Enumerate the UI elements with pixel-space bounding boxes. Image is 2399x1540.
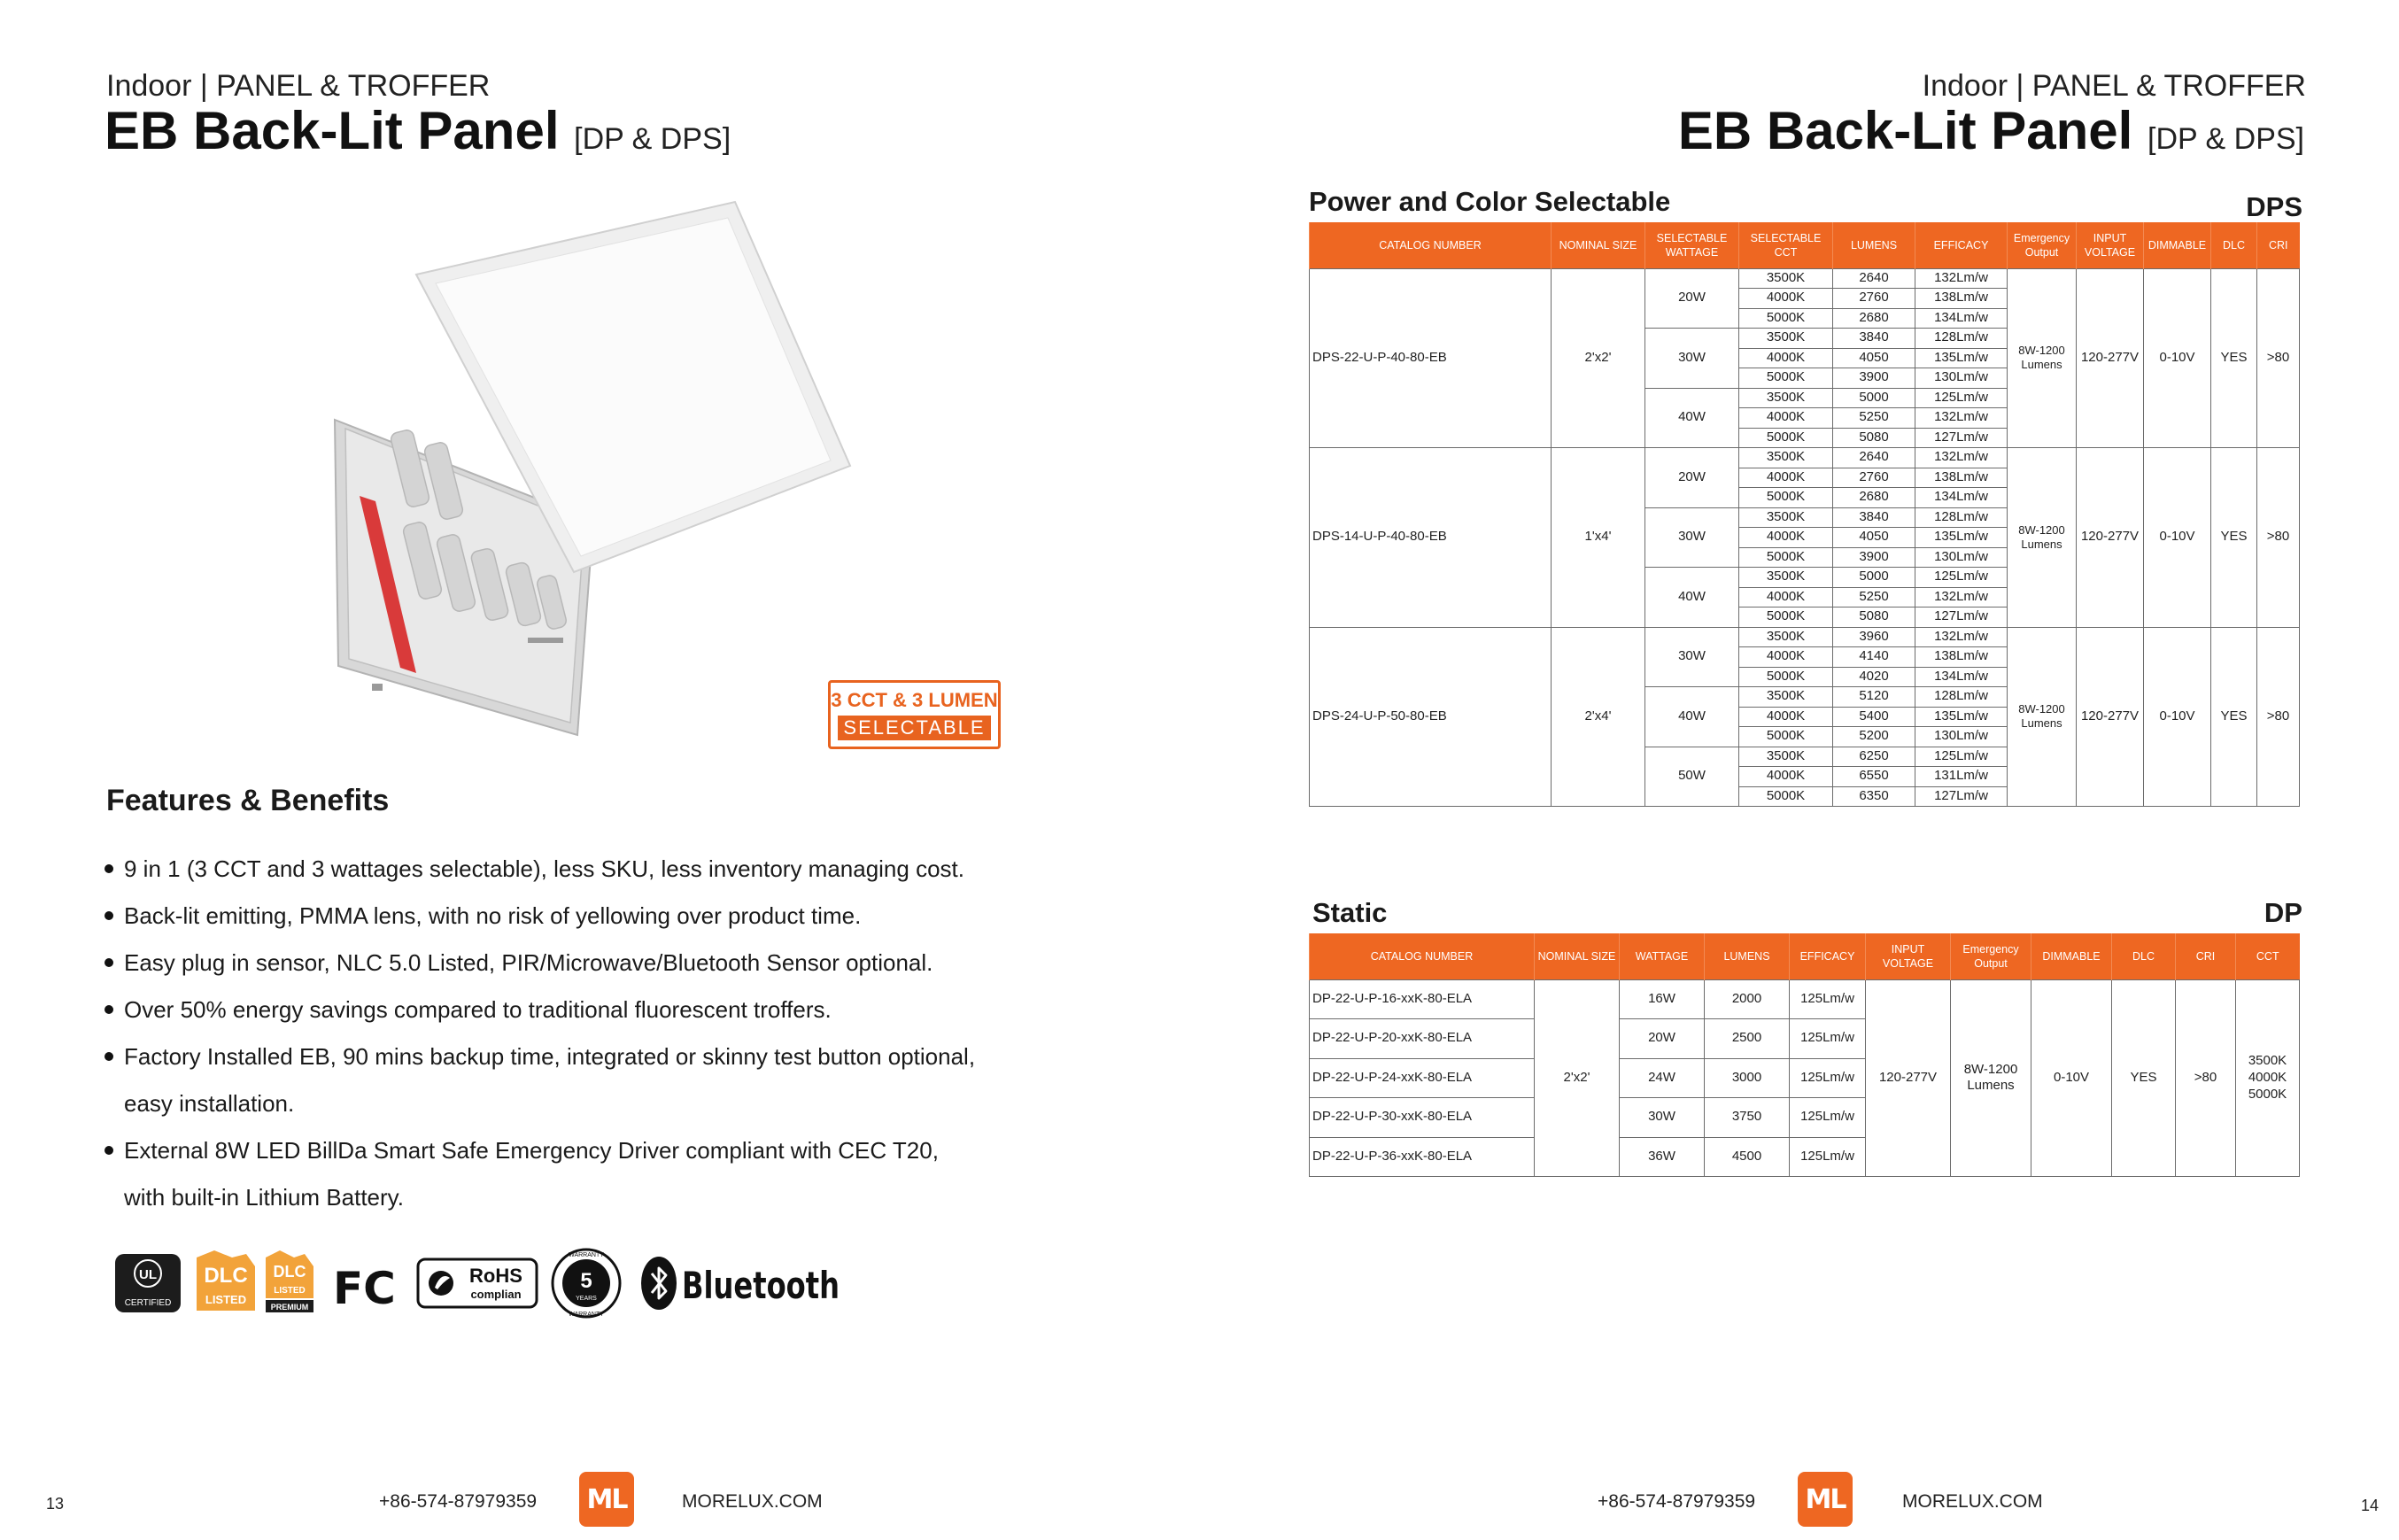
right-footer-phone: +86-574-87979359	[1598, 1491, 1756, 1512]
cct-cell: 5000K	[1739, 667, 1833, 687]
svg-text:UL: UL	[139, 1267, 157, 1282]
lumens-cell: 3750	[1705, 1098, 1790, 1138]
dp-column-header: WATTAGE	[1620, 933, 1705, 979]
dimmable-cell: 0-10V	[2144, 448, 2211, 628]
lumens-cell: 2500	[1705, 1019, 1790, 1059]
lumens-cell: 2680	[1833, 308, 1915, 329]
feature-text: easy installation.	[124, 1090, 295, 1117]
emergency-output: 8W-1200 Lumens	[2008, 448, 2077, 628]
badge-line1: 3 CCT & 3 LUMEN	[831, 689, 998, 711]
bullet-icon	[104, 1052, 113, 1061]
dps-spec-table	[1309, 222, 2300, 807]
dps-table-row	[1310, 448, 2300, 468]
lumens-cell: 5400	[1833, 707, 1915, 727]
efficacy-cell: 134Lm/w	[1915, 667, 2008, 687]
lumens-cell: 3900	[1833, 547, 1915, 568]
wattage-cell: 36W	[1620, 1137, 1705, 1177]
wattage-cell: 20W	[1645, 268, 1739, 329]
emergency-output: 8W-1200 Lumens	[1951, 979, 2031, 1177]
dps-column-header: SELECTABLE CCT	[1739, 222, 1833, 268]
right-title	[1677, 101, 2304, 160]
catalog-number: DP-22-U-P-16-xxK-80-ELA	[1310, 979, 1535, 1019]
dps-column-header: DIMMABLE	[2144, 222, 2211, 268]
dps-table-row	[1310, 268, 2300, 289]
cri-cell: >80	[2257, 448, 2300, 628]
cct-cell: 3500K	[1739, 627, 1833, 647]
efficacy-cell: 130Lm/w	[1915, 547, 2008, 568]
cct-cell: 4000K	[1739, 468, 1833, 488]
wattage-cell: 30W	[1645, 627, 1739, 687]
ul-certified-icon	[115, 1254, 181, 1312]
dps-column-header: LUMENS	[1833, 222, 1915, 268]
cri-cell: >80	[2257, 627, 2300, 807]
feature-text: Over 50% energy savings compared to traditional fluorescent troffers.	[124, 996, 832, 1023]
efficacy-cell: 132Lm/w	[1915, 627, 2008, 647]
svg-text:YEARS: YEARS	[576, 1296, 597, 1302]
efficacy-cell: 125Lm/w	[1790, 979, 1866, 1019]
cct-cell: 4000K	[1739, 767, 1833, 787]
efficacy-cell: 138Lm/w	[1915, 647, 2008, 668]
dps-column-header: DLC	[2211, 222, 2257, 268]
dimmable-cell: 0-10V	[2144, 627, 2211, 807]
feature-text: External 8W LED BillDa Smart Safe Emergency Driver compliant with CEC T20,	[124, 1137, 939, 1164]
lumens-cell: 3960	[1833, 627, 1915, 647]
lumens-cell: 4020	[1833, 667, 1915, 687]
bullet-icon	[104, 911, 113, 920]
cct-cell: 5000K	[1739, 727, 1833, 747]
efficacy-cell: 135Lm/w	[1915, 528, 2008, 548]
cct-cell: 3500K	[1739, 329, 1833, 349]
dps-column-header: SELECTABLE WATTAGE	[1645, 222, 1739, 268]
features-list	[104, 846, 990, 1221]
lumens-cell: 3840	[1833, 507, 1915, 528]
efficacy-cell: 131Lm/w	[1915, 767, 2008, 787]
lumens-cell: 5000	[1833, 568, 1915, 588]
wattage-cell: 20W	[1645, 448, 1739, 508]
svg-text:WARRANTY: WARRANTY	[569, 1252, 604, 1258]
bullet-icon	[104, 1005, 113, 1014]
lumens-cell: 2680	[1833, 488, 1915, 508]
cct-cell: 5000K	[1739, 368, 1833, 389]
feature-item-continued	[104, 1174, 990, 1221]
feature-text: with built-in Lithium Battery.	[124, 1184, 404, 1211]
svg-text:complian: complian	[470, 1288, 522, 1301]
lumens-cell: 4500	[1705, 1137, 1790, 1177]
dp-section-heading: Static	[1312, 897, 1388, 928]
product-image	[319, 177, 886, 744]
lumens-cell: 5080	[1833, 607, 1915, 628]
dps-table-row	[1310, 627, 2300, 647]
dps-section-heading: Power and Color Selectable	[1309, 186, 1671, 217]
catalog-number: DPS-14-U-P-40-80-EB	[1310, 448, 1552, 628]
lumens-cell: 6250	[1833, 747, 1915, 767]
efficacy-cell: 125Lm/w	[1790, 1019, 1866, 1059]
dps-column-header: EFFICACY	[1915, 222, 2008, 268]
dp-column-header: DLC	[2112, 933, 2176, 979]
lumens-cell: 3000	[1705, 1058, 1790, 1098]
dps-column-header: NOMINAL SIZE	[1552, 222, 1645, 268]
efficacy-cell: 125Lm/w	[1790, 1137, 1866, 1177]
emergency-output: 8W-1200 Lumens	[2008, 627, 2077, 807]
dp-column-header: NOMINAL SIZE	[1535, 933, 1620, 979]
cct-cell: 4000K	[1739, 348, 1833, 368]
lumens-cell: 2000	[1705, 979, 1790, 1019]
svg-text:Bluetooth: Bluetooth	[682, 1264, 840, 1307]
lumens-cell: 4050	[1833, 528, 1915, 548]
lumens-cell: 5250	[1833, 408, 1915, 429]
svg-text:LISTED: LISTED	[205, 1293, 247, 1306]
feature-item	[104, 893, 990, 940]
efficacy-cell: 125Lm/w	[1790, 1098, 1866, 1138]
cct-cell: 5000K	[1739, 308, 1833, 329]
left-title	[104, 101, 731, 160]
cri-cell: >80	[2257, 268, 2300, 448]
catalog-number: DP-22-U-P-24-xxK-80-ELA	[1310, 1058, 1535, 1098]
efficacy-cell: 125Lm/w	[1790, 1058, 1866, 1098]
cct-cell: 3500K	[1739, 268, 1833, 289]
efficacy-cell: 138Lm/w	[1915, 468, 2008, 488]
wattage-cell: 30W	[1645, 329, 1739, 389]
cct-cell: 5000K	[1739, 607, 1833, 628]
feature-text: Factory Installed EB, 90 mins backup time, integrated or skinny test button optional,	[124, 1043, 976, 1070]
efficacy-cell: 132Lm/w	[1915, 268, 2008, 289]
feature-text: Back-lit emitting, PMMA lens, with no risk of yellowing over product time.	[124, 902, 862, 929]
dp-column-header: CATALOG NUMBER	[1310, 933, 1535, 979]
feature-item	[104, 846, 990, 893]
efficacy-cell: 135Lm/w	[1915, 707, 2008, 727]
lumens-cell: 2640	[1833, 268, 1915, 289]
cct-cell: 3500K	[1739, 568, 1833, 588]
svg-text:WARRANTY: WARRANTY	[569, 1312, 604, 1318]
dps-column-header: CRI	[2257, 222, 2300, 268]
emergency-output: 8W-1200 Lumens	[2008, 268, 2077, 448]
feature-text: Easy plug in sensor, NLC 5.0 Listed, PIR/Microwave/Bluetooth Sensor optional.	[124, 949, 933, 976]
dps-table-body	[1310, 268, 2300, 807]
nominal-size: 1'x4'	[1552, 448, 1645, 628]
lumens-cell: 5080	[1833, 428, 1915, 448]
dimmable-cell: 0-10V	[2031, 979, 2112, 1177]
dp-column-header: DIMMABLE	[2031, 933, 2112, 979]
right-page-number: 14	[2361, 1497, 2380, 1514]
cct-cell: 4000K	[1739, 528, 1833, 548]
catalog-number: DPS-22-U-P-40-80-EB	[1310, 268, 1552, 448]
lumens-cell: 3900	[1833, 368, 1915, 389]
left-title-main: EB Back-Lit Panel	[104, 101, 560, 160]
cct-cell: 4000K	[1739, 587, 1833, 607]
dp-column-header: LUMENS	[1705, 933, 1790, 979]
wattage-cell: 16W	[1620, 979, 1705, 1019]
bluetooth-icon	[641, 1257, 840, 1310]
svg-text:CERTIFIED: CERTIFIED	[124, 1298, 172, 1308]
efficacy-cell: 138Lm/w	[1915, 289, 2008, 309]
left-title-suffix: [DP & DPS]	[574, 122, 731, 156]
input-voltage: 120-277V	[2077, 448, 2144, 628]
feature-item	[104, 1033, 990, 1080]
input-voltage: 120-277V	[2077, 627, 2144, 807]
dp-column-header: INPUT VOLTAGE	[1866, 933, 1951, 979]
left-footer-phone: +86-574-87979359	[379, 1491, 538, 1512]
lumens-cell: 4140	[1833, 647, 1915, 668]
feature-item	[104, 1127, 990, 1174]
left-footer-website[interactable]: MORELUX.COM	[682, 1491, 823, 1512]
nominal-size: 2'x2'	[1535, 979, 1620, 1177]
cct-cell: 5000K	[1739, 428, 1833, 448]
morelux-logo-right: ML	[1798, 1472, 1853, 1527]
dlc-listed-icon	[197, 1250, 255, 1311]
efficacy-cell: 128Lm/w	[1915, 507, 2008, 528]
rohs-icon	[418, 1259, 537, 1307]
morelux-logo-left: ML	[579, 1472, 634, 1527]
feature-item	[104, 987, 990, 1033]
svg-text:FC: FC	[333, 1263, 396, 1314]
dlc-cell: YES	[2211, 268, 2257, 448]
wattage-cell: 50W	[1645, 747, 1739, 807]
dp-table-body	[1310, 979, 2300, 1177]
left-subtitle: Indoor | PANEL & TROFFER	[106, 69, 491, 103]
wattage-cell: 40W	[1645, 388, 1739, 448]
cct-cell: 4000K	[1739, 289, 1833, 309]
dp-header-row	[1310, 933, 2300, 979]
catalog-number: DP-22-U-P-36-xxK-80-ELA	[1310, 1137, 1535, 1177]
dps-header-row	[1310, 222, 2300, 268]
dps-column-header: CATALOG NUMBER	[1310, 222, 1552, 268]
efficacy-cell: 127Lm/w	[1915, 786, 2008, 807]
dps-column-header: Emergency Output	[2008, 222, 2077, 268]
efficacy-cell: 130Lm/w	[1915, 368, 2008, 389]
cct-cell: 4000K	[1739, 647, 1833, 668]
lumens-cell: 6350	[1833, 786, 1915, 807]
efficacy-cell: 125Lm/w	[1915, 388, 2008, 408]
dp-section-code: DP	[2264, 897, 2302, 928]
input-voltage: 120-277V	[2077, 268, 2144, 448]
dps-section-code: DPS	[2246, 191, 2302, 222]
lumens-cell: 5120	[1833, 687, 1915, 708]
cct-cell: 5000K	[1739, 786, 1833, 807]
efficacy-cell: 128Lm/w	[1915, 687, 2008, 708]
cct-cell: 5000K	[1739, 547, 1833, 568]
efficacy-cell: 127Lm/w	[1915, 607, 2008, 628]
efficacy-cell: 132Lm/w	[1915, 408, 2008, 429]
bullet-icon	[104, 958, 113, 967]
lumens-cell: 5000	[1833, 388, 1915, 408]
bullet-icon	[104, 864, 113, 873]
cct-cell: 3500K	[1739, 747, 1833, 767]
svg-text:DLC: DLC	[273, 1263, 306, 1281]
dimmable-cell: 0-10V	[2144, 268, 2211, 448]
catalog-number: DPS-24-U-P-50-80-EB	[1310, 627, 1552, 807]
catalog-number: DP-22-U-P-30-xxK-80-ELA	[1310, 1098, 1535, 1138]
badge-line2: SELECTABLE	[838, 716, 990, 740]
cri-cell: >80	[2176, 979, 2236, 1177]
dp-column-header: Emergency Output	[1951, 933, 2031, 979]
cct-cell: 3500K	[1739, 687, 1833, 708]
features-heading: Features & Benefits	[106, 784, 390, 817]
cct-cell: 3500K	[1739, 507, 1833, 528]
nominal-size: 2'x4'	[1552, 627, 1645, 807]
dp-column-header: CCT	[2236, 933, 2300, 979]
wattage-cell: 30W	[1645, 507, 1739, 568]
dp-column-header: EFFICACY	[1790, 933, 1866, 979]
cct-cell: 3500K 4000K 5000K	[2236, 979, 2300, 1177]
lumens-cell: 2760	[1833, 468, 1915, 488]
right-title-main: EB Back-Lit Panel	[1677, 101, 2133, 160]
efficacy-cell: 130Lm/w	[1915, 727, 2008, 747]
feature-item-continued	[104, 1080, 990, 1127]
svg-text:LISTED: LISTED	[274, 1286, 306, 1296]
lumens-cell: 5250	[1833, 587, 1915, 607]
fcc-icon	[333, 1263, 396, 1314]
efficacy-cell: 132Lm/w	[1915, 448, 2008, 468]
dp-spec-table	[1309, 933, 2300, 1177]
efficacy-cell: 128Lm/w	[1915, 329, 2008, 349]
bullet-icon	[104, 1146, 113, 1155]
left-page-number: 13	[46, 1495, 65, 1513]
efficacy-cell: 125Lm/w	[1915, 747, 2008, 767]
feature-item	[104, 940, 990, 987]
lumens-cell: 2640	[1833, 448, 1915, 468]
dp-table-row	[1310, 979, 2300, 1019]
efficacy-cell: 127Lm/w	[1915, 428, 2008, 448]
dlc-premium-icon	[266, 1250, 313, 1312]
dps-column-header: INPUT VOLTAGE	[2077, 222, 2144, 268]
dp-column-header: CRI	[2176, 933, 2236, 979]
dlc-cell: YES	[2211, 448, 2257, 628]
feature-text: 9 in 1 (3 CCT and 3 wattages selectable), less SKU, less inventory managing cost.	[124, 855, 964, 882]
efficacy-cell: 135Lm/w	[1915, 348, 2008, 368]
svg-text:PREMIUM: PREMIUM	[270, 1303, 309, 1312]
cct-cell: 4000K	[1739, 707, 1833, 727]
lumens-cell: 2760	[1833, 289, 1915, 309]
lumens-cell: 5200	[1833, 727, 1915, 747]
efficacy-cell: 125Lm/w	[1915, 568, 2008, 588]
certification-logos	[115, 1249, 850, 1319]
wattage-cell: 40W	[1645, 687, 1739, 747]
wattage-cell: 24W	[1620, 1058, 1705, 1098]
cct-lumen-badge	[828, 680, 1001, 749]
warranty-5-years-icon	[553, 1250, 620, 1318]
nominal-size: 2'x2'	[1552, 268, 1645, 448]
wattage-cell: 40W	[1645, 568, 1739, 628]
efficacy-cell: 134Lm/w	[1915, 488, 2008, 508]
efficacy-cell: 132Lm/w	[1915, 587, 2008, 607]
right-title-suffix: [DP & DPS]	[2147, 122, 2304, 156]
cct-cell: 5000K	[1739, 488, 1833, 508]
dlc-cell: YES	[2112, 979, 2176, 1177]
lumens-cell: 4050	[1833, 348, 1915, 368]
lumens-cell: 3840	[1833, 329, 1915, 349]
catalog-number: DP-22-U-P-20-xxK-80-ELA	[1310, 1019, 1535, 1059]
cct-cell: 4000K	[1739, 408, 1833, 429]
cct-cell: 3500K	[1739, 388, 1833, 408]
wattage-cell: 20W	[1620, 1019, 1705, 1059]
efficacy-cell: 134Lm/w	[1915, 308, 2008, 329]
lumens-cell: 6550	[1833, 767, 1915, 787]
dlc-cell: YES	[2211, 627, 2257, 807]
wattage-cell: 30W	[1620, 1098, 1705, 1138]
input-voltage: 120-277V	[1866, 979, 1951, 1177]
svg-text:5: 5	[580, 1269, 592, 1293]
svg-text:DLC: DLC	[204, 1264, 248, 1288]
right-subtitle: Indoor | PANEL & TROFFER	[1922, 69, 2306, 103]
right-footer-website[interactable]: MORELUX.COM	[1902, 1491, 2043, 1512]
cct-cell: 3500K	[1739, 448, 1833, 468]
svg-text:RoHS: RoHS	[469, 1265, 522, 1287]
